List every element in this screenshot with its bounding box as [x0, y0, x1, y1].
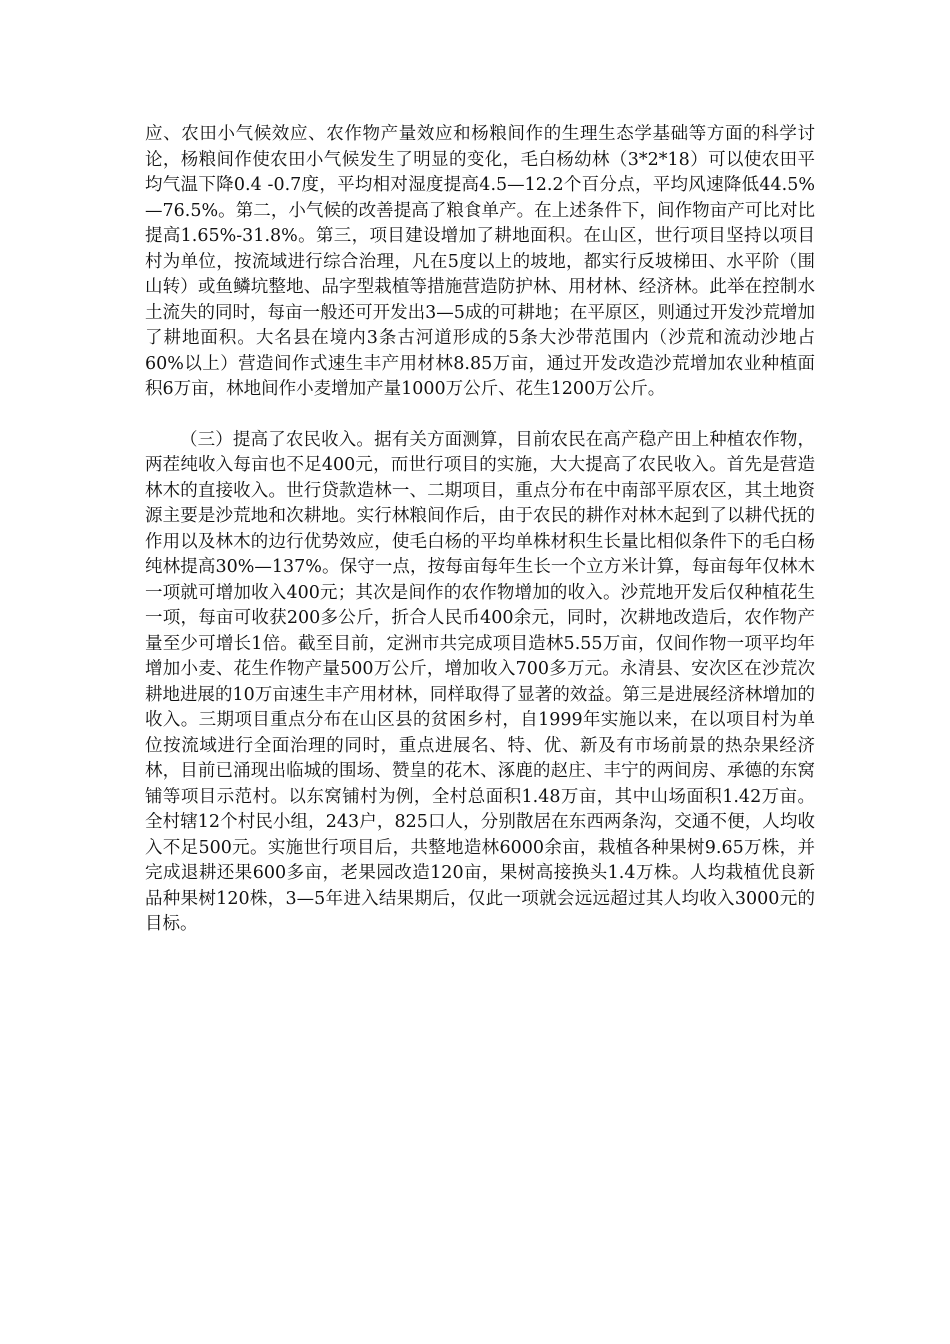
body-paragraph: （三）提高了农民收入。据有关方面测算，目前农民在高产稳产田上种植农作物，两茬纯收入每亩也不足400元，而世行项目的实施，大大提高了农民收入。首先是营造林木的直接收入。世行贷款造林一、二期项目，重点分布在中南部平原农区，其土地资源主要是沙荒地和次耕地。实行林粮间作后，由于农民的耕作对林木起到了以耕代抚的作用以及林木的边行优势效应，使毛白杨的平均单株材积生长量比相似条件下的毛白杨纯林提高30%—137%。保守一点，按每亩每年生长一个立方米计算，每亩每年仅林木一项就可增加收入400元；其次是间作的农作物增加的收入。沙荒地开发后仅种植花生一项，每亩可收获200多公斤，折合人民币400余元，同时，次耕地改造后，农作物产量至少可增长1倍。截至目前，定洲市共完成项目造林5.55万亩，仅间作物一项平均年增加小麦、花生作物产量500万公斤，增加收入700多万元。永清县、安次区在沙荒次耕地进展的10万亩速生丰产用材林，同样取得了显著的效益。第三是进展经济林增加的收入。三期项目重点分布在山区县的贫困乡村，自1999年实施以来，在以项目村为单位按流域进行全面治理的同时，重点进展名、特、优、新及有市场前景的热杂果经济林，目前已涌现出临城的围场、赞皇的花木、涿鹿的赵庄、丰宁的两间房、承德的东窝铺等项目示范村。以东窝铺村为例，全村总面积1.48万亩，其中山场面积1.42万亩。全村辖12个村民小组，243户，825口人，分别散居在东西两条沟，交通不便，人均收入不足500元。实施世行项目后，共整地造林6000余亩，栽植各种果树9.65万株，并完成退耕还果600多亩，老果园改造120亩，果树高接换头1.4万株。人均栽植优良新品种果树120株，3—5年进入结果期后，仅此一项就会远远超过其人均收入3000元的目标。: [145, 429, 815, 934]
body-paragraph: 应、农田小气候效应、农作物产量效应和杨粮间作的生理生态学基础等方面的科学讨论，杨粮间作使农田小气候发生了明显的变化，毛白杨幼林（3*2*18）可以使农田平均气温下降0.4 -0.7度，平均相对湿度提高4.5—12.2个百分点，平均风速降低44.5%—76.5%。第二，小气候的改善提高了粮食单产。在上述条件下，间作物亩产可比对比提高1.65%-31.8%。第三，项目建设增加了耕地面积。在山区，世行项目坚持以项目村为单位，按流域进行综合治理，凡在5度以上的坡地，都实行反坡梯田、水平阶（围山转）或鱼鳞坑整地、品字型栽植等措施营造防护林、用材林、经济林。此举在控制水土流失的同时，每亩一般还可开发出3—5成的可耕地；在平原区，则通过开发沙荒增加了耕地面积。大名县在境内3条古河道形成的5条大沙带范围内（沙荒和流动沙地占60%以上）营造间作式速生丰产用材林8.85万亩，通过开发改造沙荒增加农业种植面积6万亩，林地间作小麦增加产量1000万公斤、花生1200万公斤。: [145, 124, 815, 399]
document-page: [145, 122, 815, 938]
